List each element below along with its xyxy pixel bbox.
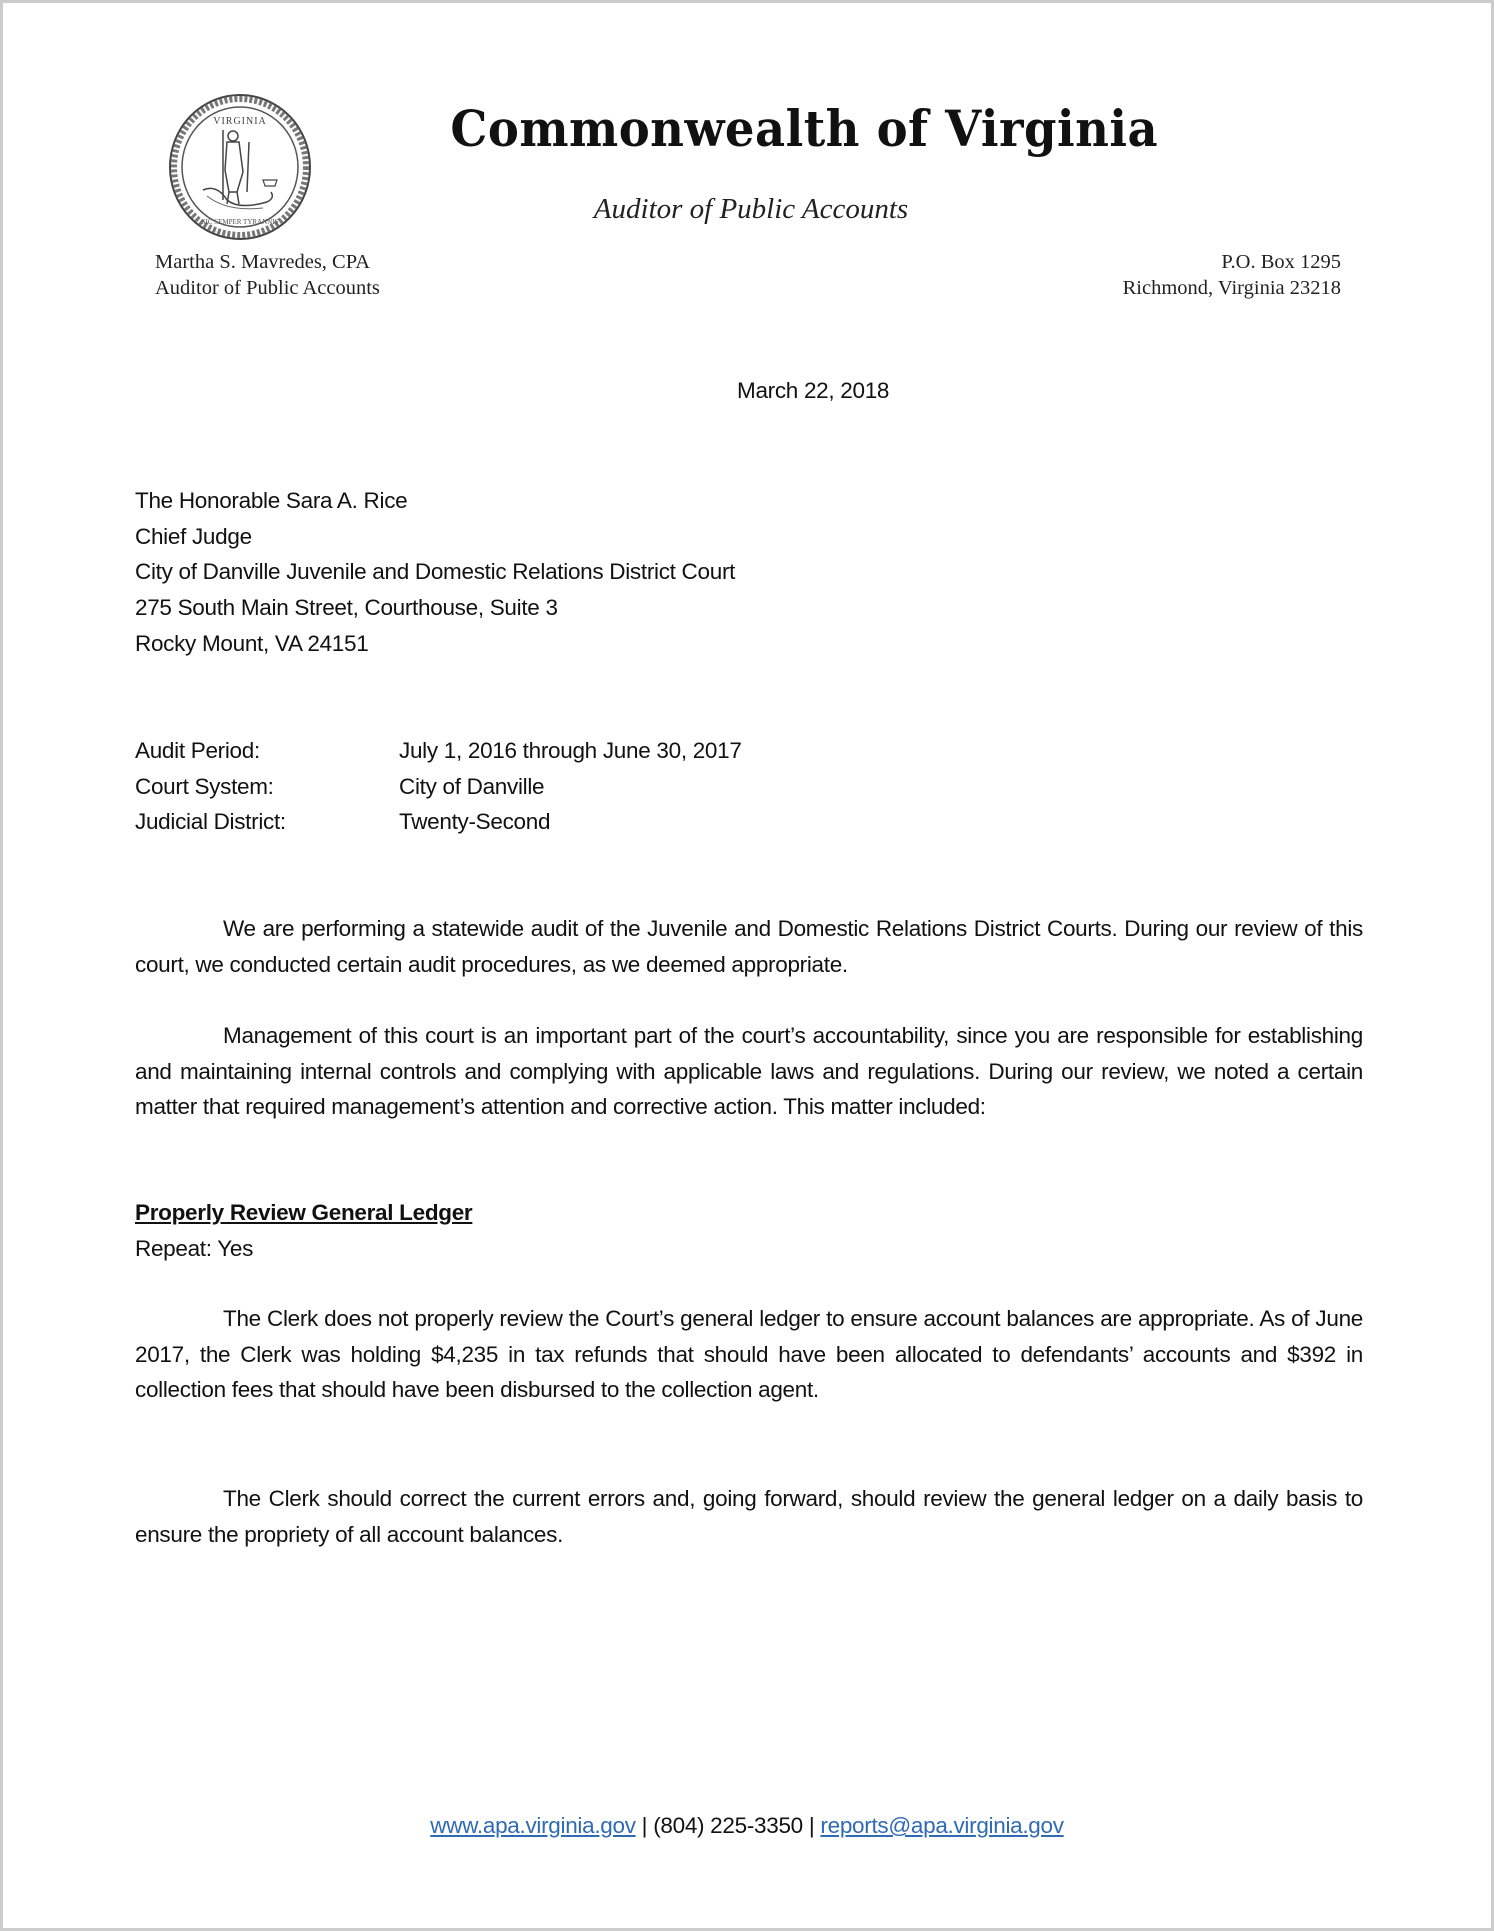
audit-info-row: [135, 733, 742, 769]
letter-page: [3, 3, 1491, 1928]
website-link[interactable]: www.apa.virginia.gov: [430, 1813, 636, 1838]
court-system-label: Court System:: [135, 773, 274, 799]
recipient-line: City of Danville Juvenile and Domestic Relations District Court: [135, 559, 736, 585]
letterhead-subtitle: Auditor of Public Accounts: [593, 193, 909, 225]
email-link[interactable]: reports@apa.virginia.gov: [820, 1813, 1064, 1838]
judicial-district-label: Judicial District:: [135, 809, 286, 835]
virginia-state-seal-icon: [167, 92, 313, 242]
letterhead-title: Commonwealth of Virginia: [450, 99, 1159, 158]
letter-date: March 22, 2018: [737, 378, 890, 403]
recipient-line: The Honorable Sara A. Rice: [135, 488, 408, 513]
city-state-zip: Richmond, Virginia 23218: [1122, 277, 1341, 299]
audit-period-label: Audit Period:: [135, 738, 260, 763]
footer: [3, 1808, 1491, 1844]
finding-description-paragraph: The Clerk does not properly review the Court’s general ledger to ensure account balances are appropriate. As of June 2017, the Clerk was holding $4,235 in tax refunds that should have been allocated to defendants’ accounts and $392 in collection fees that should have been disbursed to the collection agent.: [135, 1306, 1363, 1403]
audit-period-value: July 1, 2016 through June 30, 2017: [399, 738, 742, 763]
judicial-district-value: Twenty-Second: [399, 809, 551, 835]
svg-text:VIRGINIA: VIRGINIA: [213, 116, 267, 127]
court-system-value: City of Danville: [399, 773, 545, 799]
auditor-block: [155, 249, 380, 301]
svg-text:SIC SEMPER TYRANNIS: SIC SEMPER TYRANNIS: [201, 218, 279, 226]
audit-info-row: [135, 804, 742, 840]
mailing-address-block: [1123, 249, 1341, 301]
intro-paragraph: We are performing a statewide audit of the Juvenile and Domestic Relations District Courts. During our review of this court, we conducted certain audit procedures, as we deemed appropriate.: [135, 916, 1363, 977]
audit-info-row: [135, 769, 742, 805]
finding-repeat-status: Repeat: Yes: [135, 1236, 254, 1261]
recipient-line: 275 South Main Street, Courthouse, Suite 3: [135, 595, 558, 621]
audit-info-block: [135, 733, 742, 840]
po-box: P.O. Box 1295: [1221, 251, 1341, 273]
recipient-line: Rocky Mount, VA 24151: [135, 630, 369, 656]
footer-separator: |: [641, 1813, 648, 1838]
recipient-line: Chief Judge: [135, 523, 252, 549]
recipient-address: [135, 483, 735, 662]
management-paragraph: Management of this court is an important part of the court’s accountability, since you are responsible for establishing and maintaining internal controls and complying with applicable laws and regulations. During our review, we noted a certain matter that required management’s attention and corrective action. This matter included:: [135, 1023, 1363, 1120]
auditor-name: Martha S. Mavredes, CPA: [155, 251, 371, 273]
auditor-role: Auditor of Public Accounts: [155, 277, 380, 299]
finding-heading: Properly Review General Ledger: [135, 1200, 473, 1225]
footer-separator: |: [808, 1813, 815, 1838]
recommendation-paragraph: The Clerk should correct the current errors and, going forward, should review the general ledger on a daily basis to ensure the propriety of all account balances.: [135, 1486, 1363, 1547]
phone-number: (804) 225-3350: [653, 1813, 803, 1838]
